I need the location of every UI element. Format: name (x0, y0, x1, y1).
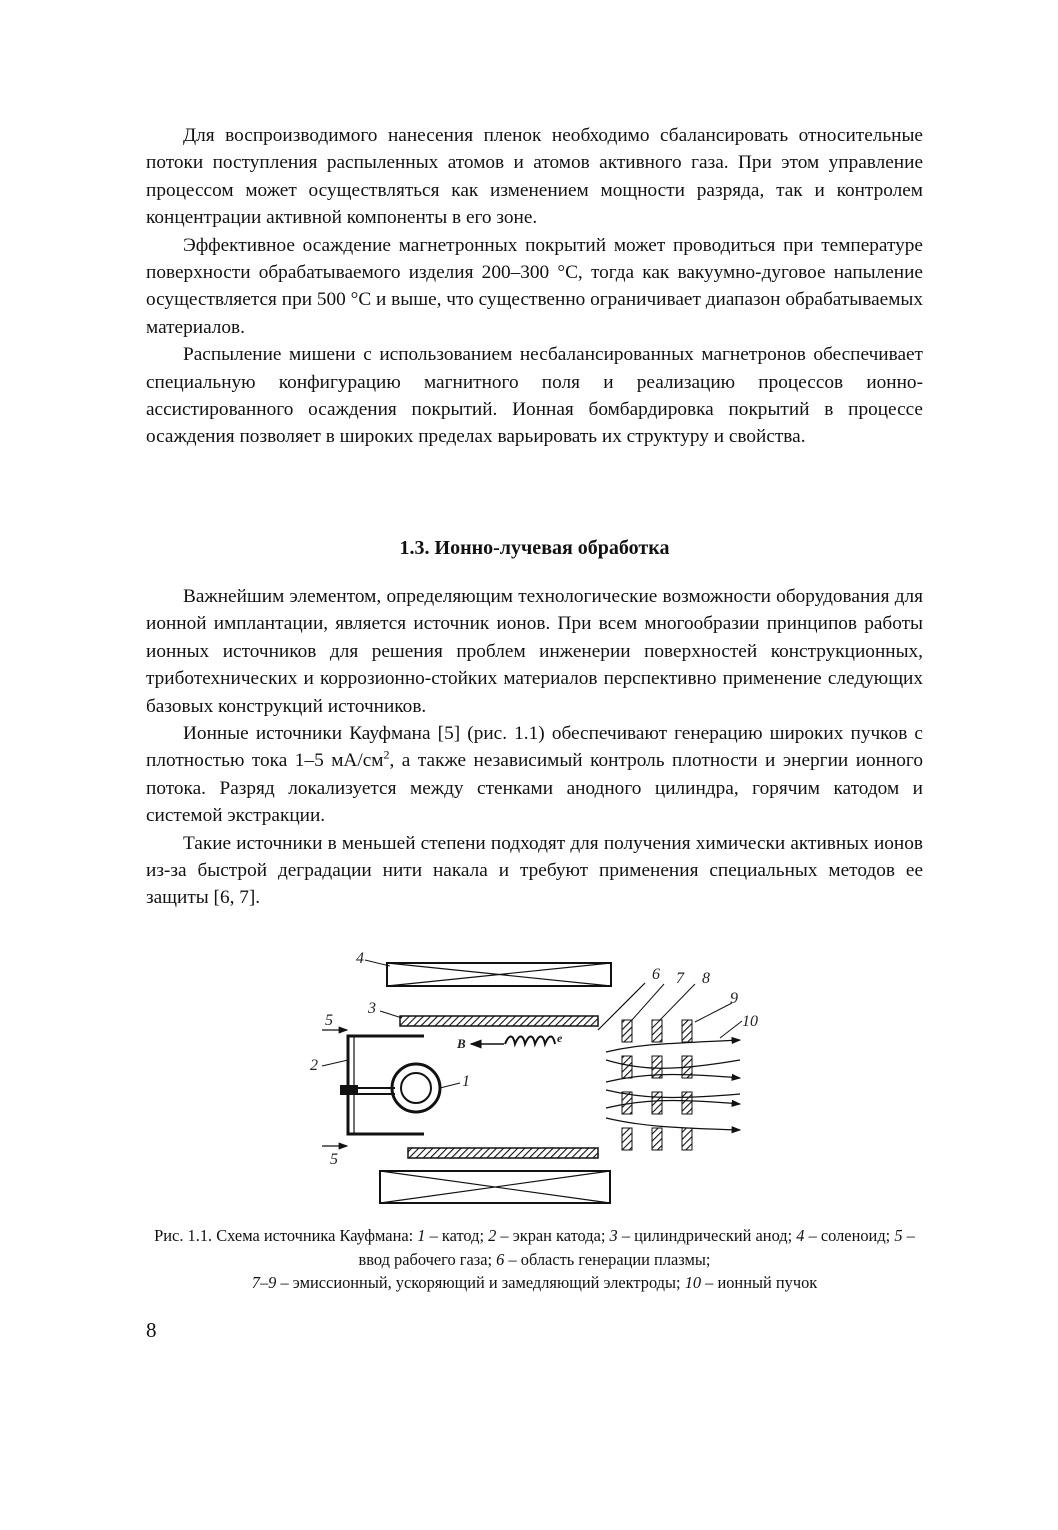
caption-number: 3 (609, 1226, 618, 1245)
paragraph-text: Важнейшим элементом, определяющим технологические возможности оборудования для ионной имплантации, является источник ионов. При всем многообразии принципов работы ионных источников для решения проблем инженерии поверхностей конструкционных, триботехнических и коррозионно-стойких материалов перспективно применение следующих базовых конструкций источников. (146, 586, 923, 717)
anode-top (400, 1016, 598, 1026)
paragraph-text: , а также независимый контроль плотности и энергии ионного потока. Разряд локализуется между стенками анодного цилиндра, горячим катодом и системой экстракции. (146, 750, 924, 827)
paragraph-text: Такие источники в меньшей степени подходят для получения химически активных ионов из-за быстрой деградации нити накала и требуют применения специальных методов ее защиты [6, 7]. (146, 832, 923, 909)
paragraph-text: Ионные источники Кауфмана [5] (рис. 1.1) обеспечивают генерацию широких пучков с плотностью тока 1–5 мА/см (146, 723, 923, 772)
kaufman-source-figure (300, 948, 780, 1218)
cathode-shield (348, 1036, 424, 1134)
cathode (340, 1064, 440, 1112)
caption-number: 6 (496, 1249, 505, 1269)
caption-number: 7–9 (251, 1273, 277, 1292)
label-6: 6 (652, 966, 660, 983)
caption-text: – ионный пучок (701, 1273, 818, 1292)
caption-text: – катод; (425, 1226, 489, 1245)
caption-number: 2 (488, 1226, 497, 1245)
caption-text: – экран катода; (496, 1226, 610, 1245)
page-number: 8 (146, 1318, 157, 1342)
paragraph: Для воспроизводимого нанесения пленок необходимо сбалансировать относительные потоки поступления распыленных атомов и атомов активного газа. При этом управление процессом может осуществляться как изменением мощности разряда, так и контролем концентрации активной компоненты в его зоне. (146, 125, 923, 229)
label-e: e (557, 1031, 563, 1045)
caption-text: Рис. 1.1. Схема источника Кауфмана: (154, 1226, 418, 1245)
caption-text: – ввод рабочего газа; (358, 1226, 915, 1269)
label-7: 7 (676, 970, 684, 987)
paragraph (146, 830, 923, 912)
label-5-top: 5 (325, 1012, 333, 1029)
label-9: 9 (730, 990, 738, 1007)
body-text-top (146, 122, 923, 451)
caption-text: – цилиндрический анод; (617, 1226, 797, 1245)
caption-number: 1 (417, 1226, 426, 1245)
label-5-bottom: 5 (330, 1151, 338, 1168)
paragraph: Эффективное осаждение магнетронных покрытий может проводиться при температуре поверхности обрабатываемого изделия 200–300 °С, тогда как вакуумно-дуговое напыление осуществляется при 500 °С и выше, что существенно ограничивает диапазон обрабатываемых материалов. (146, 234, 923, 338)
caption-number: 4 (796, 1226, 805, 1245)
label-2: 2 (310, 1057, 318, 1074)
caption-text: – эмиссионный, ускоряющий и замедляющий электроды; (276, 1273, 685, 1292)
caption-number: 5 (894, 1226, 903, 1245)
label-1: 1 (462, 1073, 470, 1090)
solenoid-bottom (380, 1171, 610, 1203)
caption-number: 10 (684, 1273, 702, 1292)
paragraph (146, 583, 923, 720)
label-b: B (457, 1036, 466, 1051)
paragraph: Распыление мишени с использованием несбалансированных магнетронов обеспечивает специальную конфигурацию магнитного поля и реализацию процессов ионно-ассистированного осаждения покрытий. Ионная бомбардировка покрытий в процессе осаждения позволяет в широких пределах варьировать их структуру и свойства. (146, 344, 923, 448)
superscript: 2 (383, 748, 390, 763)
caption-text: – соленоид; (804, 1226, 895, 1245)
paragraph (146, 720, 923, 830)
anode-bottom (408, 1148, 598, 1158)
electrode-grids (622, 1020, 692, 1150)
figure-caption (146, 1224, 923, 1295)
body-text-bottom (146, 583, 923, 912)
label-8: 8 (702, 970, 710, 987)
solenoid-top (387, 963, 611, 986)
label-3: 3 (368, 1000, 376, 1017)
kaufman-diagram (300, 948, 780, 1218)
label-4: 4 (356, 950, 364, 967)
electron-helix (471, 1037, 555, 1045)
caption-text: – область генерации плазмы; (504, 1249, 711, 1269)
label-10: 10 (742, 1013, 758, 1030)
section-title: 1.3. Ионно-лучевая обработка (399, 537, 670, 559)
ion-beam (606, 1040, 740, 1130)
